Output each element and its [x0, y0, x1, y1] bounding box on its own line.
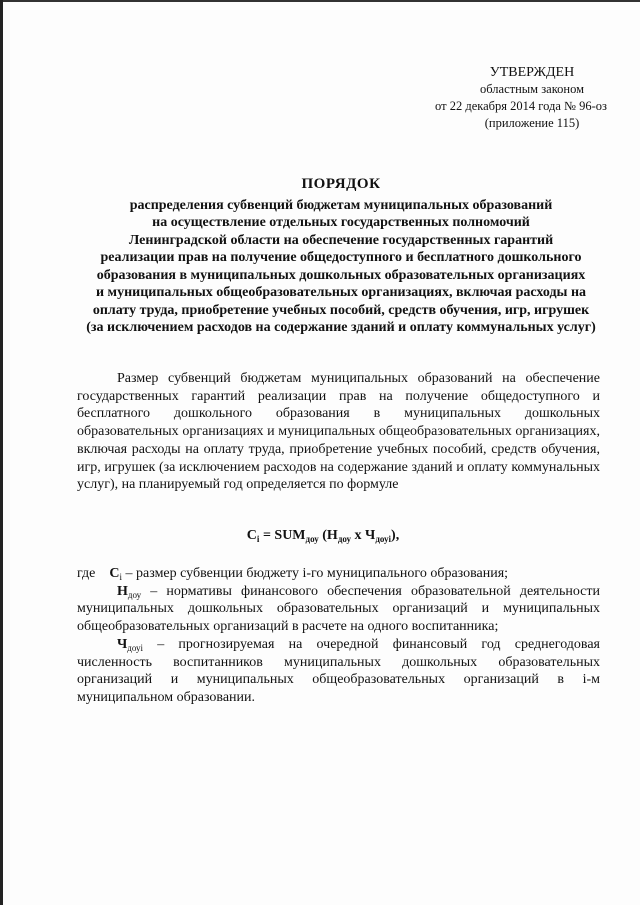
title-line: реализации прав на получение общедоступного и бесплатного дошкольного [100, 250, 582, 265]
formula-lhs-sub: i [256, 534, 260, 544]
title-line: распределения субвенций бюджетам муниципальных образований [129, 197, 553, 213]
formula-sum-sub: доу [305, 534, 319, 544]
formula-n-sub: доу [337, 534, 352, 544]
where-label: где [77, 566, 96, 581]
title-line: образования в муниципальных дошкольных образовательных организациях [96, 267, 586, 283]
formula-close: ), [391, 528, 400, 543]
definition-c [77, 565, 600, 583]
definition-n [77, 583, 600, 636]
title-heading: ПОРЯДОК [301, 176, 381, 192]
formula-open: (Н [318, 528, 338, 543]
symbol-n: Н [117, 583, 128, 599]
formula-eq: = SUM [259, 528, 306, 543]
symbol-n-sub: доу [127, 589, 142, 600]
definition-n-text: – нормативы финансового обеспечения образовательной деятельности муниципальных дошкольных образовательных организаций и муниципальных общеобразовательных организаций в расчете на одного воспитанника; [77, 583, 600, 635]
approval-line-2: областным законом [479, 82, 584, 96]
scan-edge [3, 0, 640, 2]
definition-ch [77, 636, 600, 707]
title-line: на осуществление отдельных государственных полномочий [152, 215, 530, 230]
title-line: (за исключением расходов на содержание зданий и оплату коммунальных услуг) [86, 320, 596, 335]
definitions [77, 565, 600, 707]
approval-line-4: (приложение 115) [484, 116, 580, 130]
symbol-ch: Ч [117, 636, 128, 652]
formula [3, 528, 640, 544]
formula-lhs: C [246, 528, 257, 543]
body-section [77, 370, 600, 494]
definition-c-text: – размер субвенции бюджету i-го муниципального образования; [122, 566, 509, 581]
symbol-c: C [109, 566, 120, 581]
symbol-ch-sub: доуi [127, 642, 144, 653]
title-line: и муниципальных общеобразовательных организациях, включая расходы на [95, 285, 587, 300]
title-line: оплату труда, приобретение учебных пособий, средств обучения, игр, игрушек [92, 302, 590, 318]
formula-times: х Ч [351, 528, 376, 543]
document-title [63, 176, 619, 337]
definition-ch-text: – прогнозируемая на очередной финансовый год среднегодовая численность воспитанников муниципальных дошкольных образовательных организаций и муниципальных общеобразовательных организаций в i-м муниципальном образовании. [77, 636, 600, 705]
approval-stamp [403, 64, 639, 132]
symbol-c-sub: i [119, 572, 123, 582]
title-line: Ленинградской области на обеспечение государственных гарантий [128, 232, 554, 248]
body-paragraph: Размер субвенций бюджетам муниципальных образований на обеспечение государственных гарантий реализации прав на получение общедоступного и бесплатного дошкольного образования в муниципальных дошкольных образовательных организациях и муниципальных общеобразовательных организациях, включая расходы на оплату труда, приобретение учебных пособий, средств обучения, игр, игрушек (за исключением расходов на содержание зданий и оплату коммунальных услуг), на планируемый год определяется по формуле [77, 371, 600, 493]
approval-line-3: от 22 декабря 2014 года № 96-оз [435, 99, 607, 113]
formula-ch-sub: доуi [375, 534, 392, 544]
approval-line-1: УТВЕРЖДЕН [489, 65, 575, 80]
